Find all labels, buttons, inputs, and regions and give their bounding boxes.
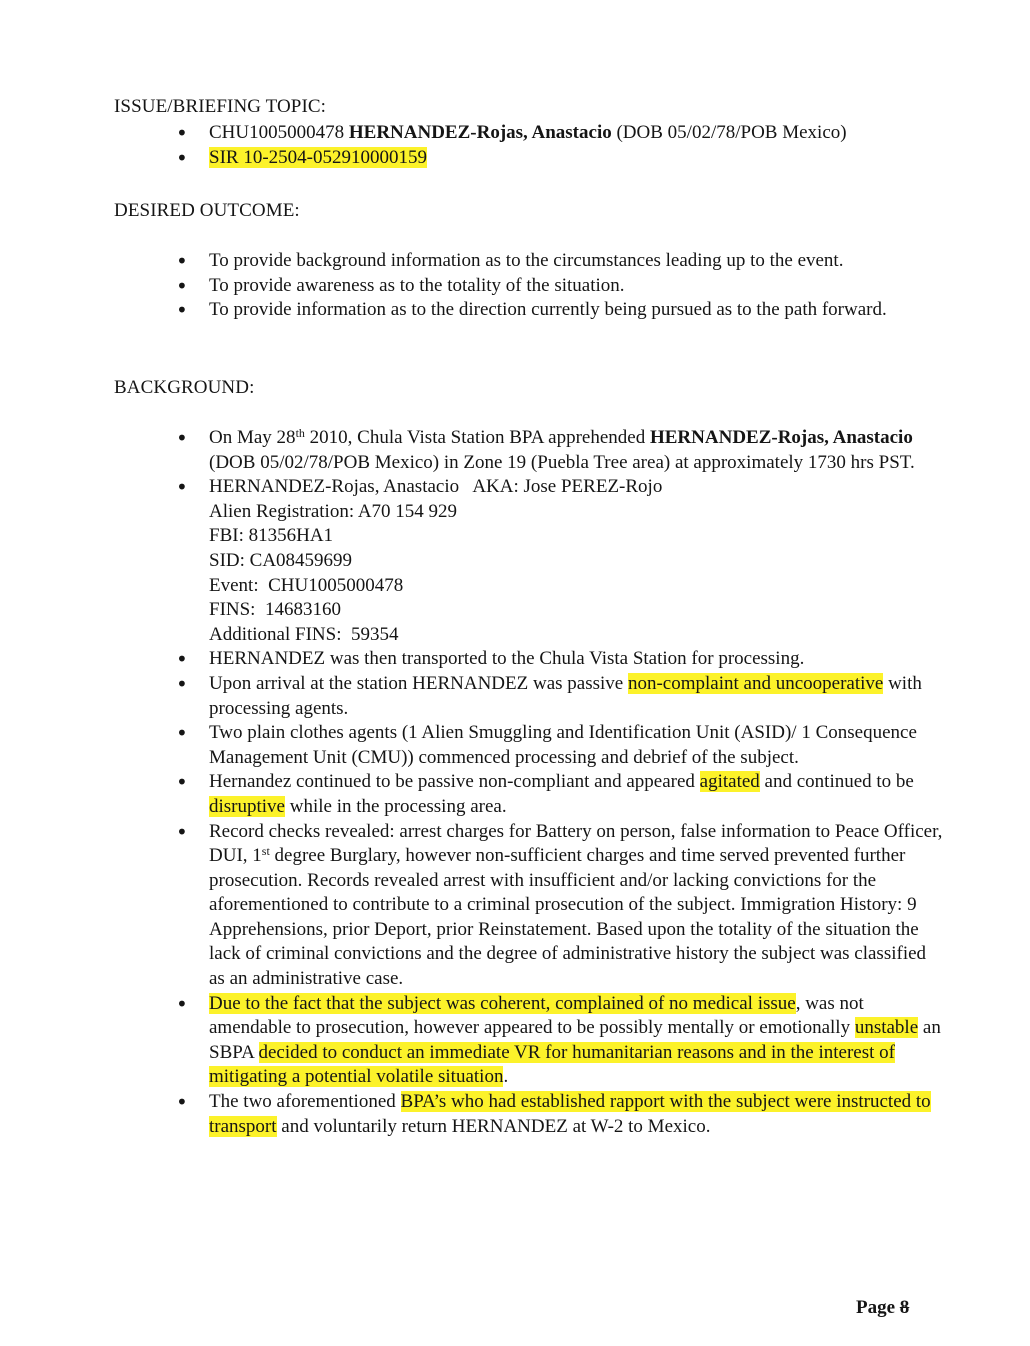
sid-number: SID: CA08459699 [209,549,353,571]
highlighted-text: BPA’s who had established rapport with the subject were instructed to transport [209,1091,931,1137]
text-segment: and voluntarily return HERNANDEZ at W-2 to Mexico. [276,1115,711,1137]
text-segment: while in the processing area. [285,795,507,817]
fins-line: FINS: 14683160 [209,599,341,621]
text-segment: and continued to be [759,771,914,793]
page-label: Page [856,1297,896,1318]
background-list [0,426,1030,1139]
list-item: • Two plain clothes agents (1 Alien Smuggling and Identification Unit (ASID)/ 1 Consequence Management Unit (CMU)) commenced processing and debrief of the subject. [0,721,945,770]
ordinal-suffix: th [295,426,305,440]
list-item [0,146,945,171]
subject-details: (DOB 05/02/78/POB Mexico) [616,122,847,143]
highlighted-text: non-complaint and uncooperative [627,672,884,694]
highlighted-text: disruptive [209,795,285,817]
issue-list [0,121,1030,170]
page-number-value: 8 [899,1297,910,1318]
fbi-number: FBI: 81356HA1 [209,525,334,547]
text-segment: Upon arrival at the station HERNANDEZ was passive [209,672,628,694]
event-number: CHU1005000478 [209,122,345,143]
ordinal-suffix: st [261,844,270,859]
highlighted-text: unstable [854,1017,919,1039]
highlighted-text: Due to the fact that the subject was coherent, complained of no medical issue [209,992,796,1014]
text-segment: , was not amendable to prosecution, however appeared to be possibly mentally or emotionally [209,992,864,1039]
list-item: • To provide awareness as to the totality of the situation. [0,274,945,299]
desired-outcome-heading: DESIRED OUTCOME: [114,200,300,221]
text-segment: Record checks revealed: arrest charges for Battery on person, false information to Peace Officer, DUI, 1 [209,820,943,867]
list-item [0,426,945,475]
text-segment: . [503,1066,509,1088]
alien-registration: Alien Registration: A70 154 929 [209,500,458,522]
subject-name: HERNANDEZ-Rojas, Anastacio [649,427,913,448]
text-segment: with processing agents. [209,672,922,719]
background-heading: BACKGROUND: [114,377,255,398]
subject-name: HERNANDEZ-Rojas, Anastacio [348,122,612,143]
list-item [0,121,945,146]
alias-line: • HERNANDEZ-Rojas, Anastacio AKA: Jose PEREZ-Rojo [209,476,663,498]
list-item: • To provide information as to the direction currently being pursued as to the path forward. [0,298,945,323]
list-item: • To provide background information as to the circumstances leading up to the event. [0,249,945,274]
text-segment: degree Burglary, however non-sufficient charges and time served prevented further prosecution. Records revealed arrest with insufficient and/or lacking convictions for the aforementioned to contribute to a criminal prosecution of the subject. Immigration History: 9 Apprehensions, prior Deport, prior Reinstatement. Based upon the totality of the situation the lack of criminal convictions and the degree of administrative history the subject was classified as an administrative case. [209,845,927,990]
list-item [0,770,945,819]
event-line: Event: CHU1005000478 [209,574,404,596]
additional-fins-line: Additional FINS: 59354 [209,623,399,645]
desired-outcome-list [0,249,1030,323]
highlighted-text: decided to conduct an immediate VR for humanitarian reasons and in the interest of mitigating a potential volatile situation [209,1041,895,1088]
list-item [0,820,945,992]
text-segment: an SBPA [209,1017,941,1063]
list-item [0,475,945,647]
text-segment: The two aforementioned [209,1091,401,1113]
text-segment: 2010, Chula Vista Station BPA apprehended [304,427,650,448]
list-item [0,672,945,721]
list-item: • HERNANDEZ was then transported to the Chula Vista Station for processing. [0,647,945,672]
page-number [856,1296,909,1321]
list-item [0,992,945,1090]
text-segment: On May 28 [209,427,296,448]
highlighted-text: agitated [699,771,760,793]
text-segment: (DOB 05/02/78/POB Mexico) in Zone 19 (Puebla Tree area) at approximately 1730 hrs PST. [209,451,915,473]
issue-heading: ISSUE/BRIEFING TOPIC: [114,96,327,117]
sir-number: SIR 10-2504-052910000159 [209,146,427,168]
text-segment: Hernandez continued to be passive non-compliant and appeared [209,771,700,793]
list-item [0,1090,945,1139]
